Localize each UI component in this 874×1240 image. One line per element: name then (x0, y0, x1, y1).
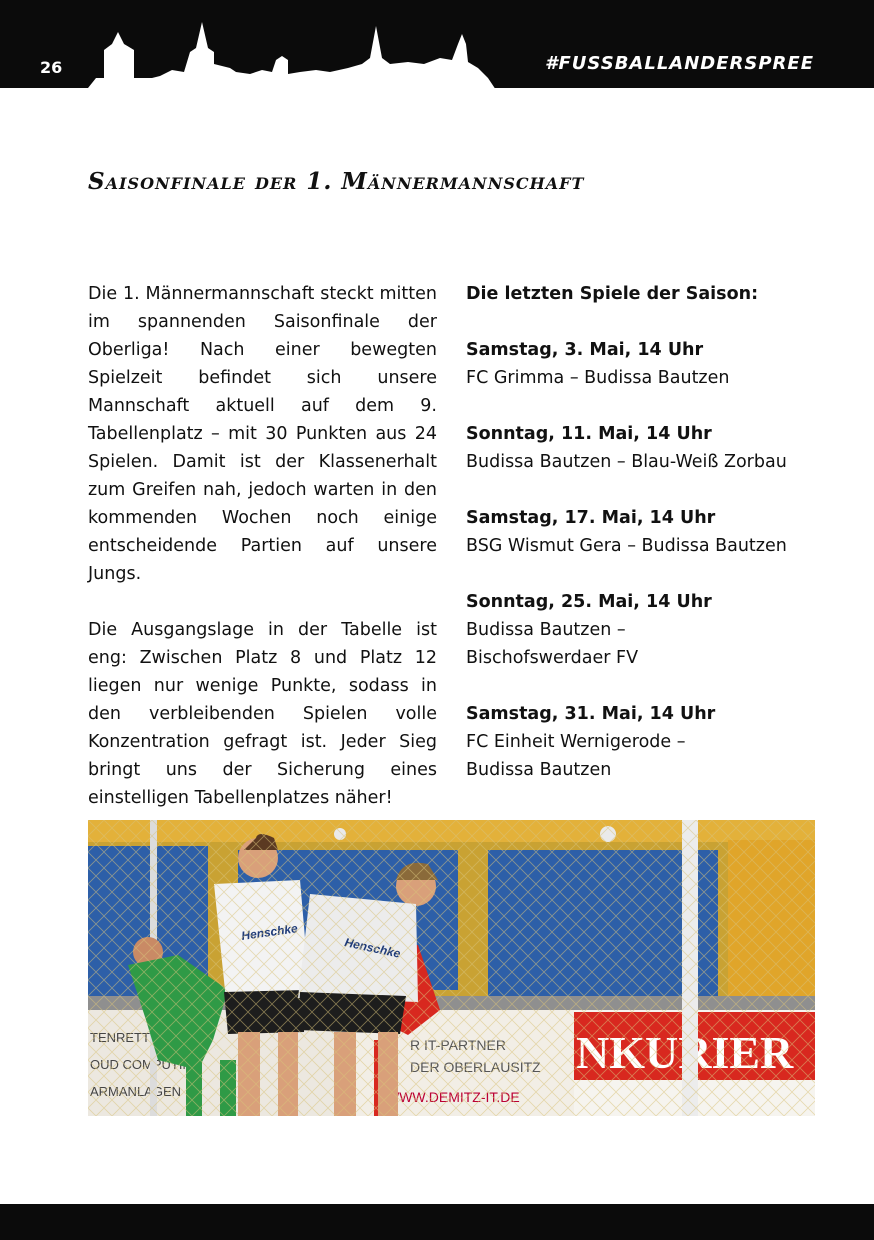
match-schedule (466, 280, 826, 812)
match-date: Sonntag, 25. Mai, 14 Uhr (466, 592, 712, 612)
match-photo (88, 820, 815, 1116)
match-teams: BSG Wismut Gera – Budissa Bautzen (466, 536, 787, 556)
match-date: Samstag, 17. Mai, 14 Uhr (466, 508, 716, 528)
match-date: Sonntag, 11. Mai, 14 Uhr (466, 424, 712, 444)
match-date: Samstag, 31. Mai, 14 Uhr (466, 704, 716, 724)
match-photo-illustration (88, 820, 815, 1116)
match-item (466, 336, 826, 392)
match-teams: FC Grimma – Budissa Bautzen (466, 368, 730, 388)
match-teams: Budissa Bautzen – (466, 620, 626, 640)
match-teams-cont: Budissa Bautzen (466, 760, 612, 780)
schedule-heading: Die letzten Spiele der Saison: (466, 284, 759, 304)
match-item (466, 504, 826, 560)
match-item (466, 420, 826, 476)
article-text (88, 280, 437, 840)
match-teams: Budissa Bautzen – Blau-Weiß Zorbau (466, 452, 787, 472)
match-date: Samstag, 3. Mai, 14 Uhr (466, 340, 704, 360)
hashtag: #FUSSBALLANDERSPREE (544, 53, 814, 74)
header-bar (0, 0, 874, 88)
match-teams-cont: Bischofswerdaer FV (466, 648, 639, 668)
page-number: 26 (40, 58, 63, 77)
page-title: Saisonfinale der 1. Männermannschaft (88, 168, 585, 195)
match-item (466, 588, 826, 672)
article-paragraph: Die 1. Männermannschaft steckt mitten im spannenden Saisonfinale der Oberliga! Nach einer bewegten Spielzeit befindet sich unsere Mannschaft aktuell auf dem 9. Tabellenplatz – mit 30 Punkten aus 24 Spielen. Damit ist der Klassenerhalt zum Greifen nah, jedoch warten in den kommenden Wochen noch einige entscheidende Partien auf unsere Jungs. (88, 284, 437, 584)
article-paragraph: Die Ausgangslage in der Tabelle ist eng: Zwischen Platz 8 und Platz 12 liegen nur wenige Punkte, sodass in den verbleibenden Spielen volle Konzentration gefragt ist. Jeder Sieg bringt uns der Sicherung eines einstelligen Tabellenplatzes näher! (88, 620, 437, 808)
footer-bar (0, 1204, 874, 1240)
match-teams: FC Einheit Wernigerode – (466, 732, 686, 752)
match-item (466, 700, 826, 784)
